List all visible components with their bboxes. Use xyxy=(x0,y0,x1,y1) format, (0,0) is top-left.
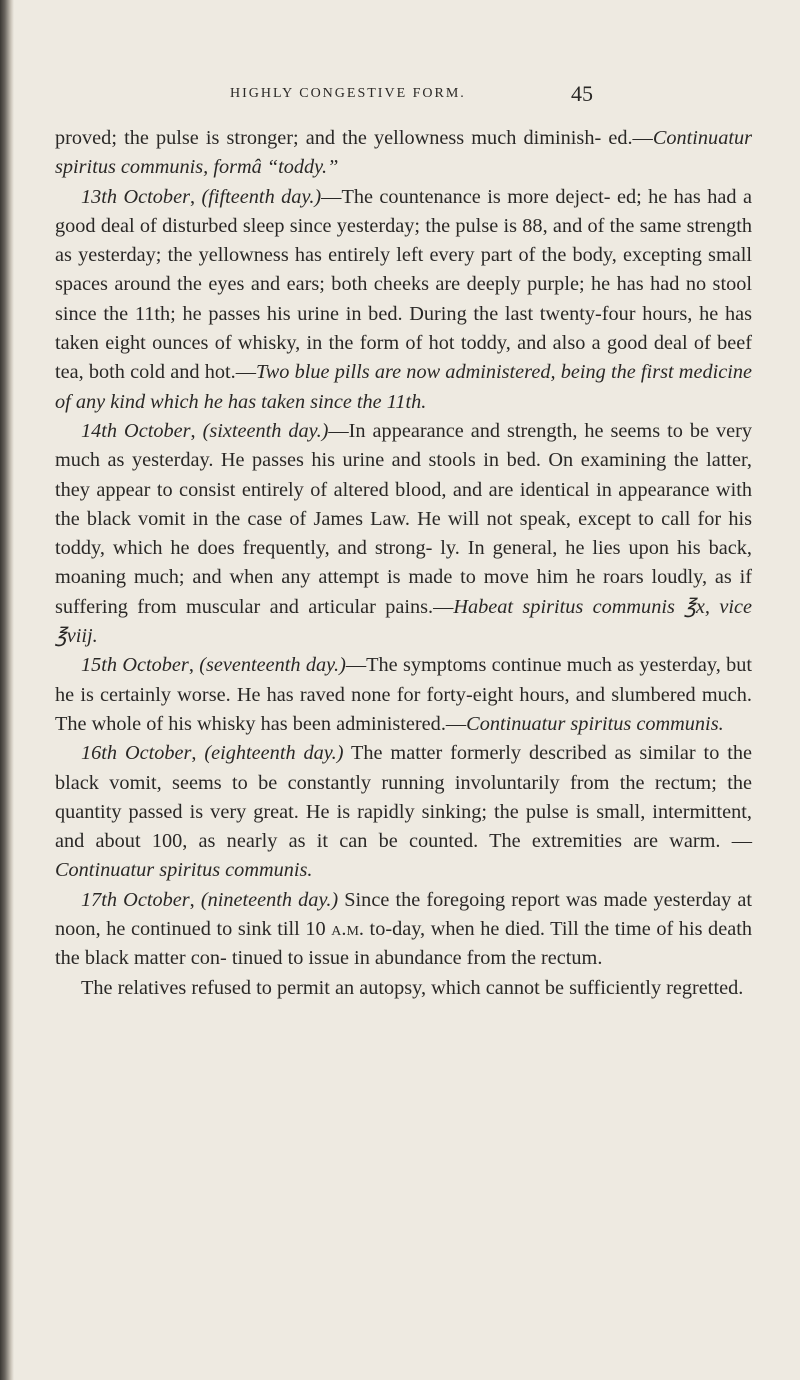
prescription: Habeat spiritus communis ℥x, vice ℥viij. xyxy=(55,595,752,648)
closing-paragraph: The relatives refused to permit an autopsy, which cannot be sufficiently regretted. xyxy=(81,976,744,999)
entry-text: —The countenance is more deject- ed; he has had a good deal of disturbed sleep since yesterday; the pulse is 88, and of the same strength as yesterday; the yellowness has entirely left every part of the body, excepting small spaces around the eyes and ears; both cheeks are deeply purple; he has had no stool since the 11th; he passes his urine in bed. During the last twenty-four hours, he has taken eight ounces of whisky, in the form of hot toddy, and also a good deal of beef tea, both cold and hot.— xyxy=(55,185,752,384)
entry-date: 13th October xyxy=(81,185,190,208)
prescription: Continuatur spiritus communis. xyxy=(466,712,724,735)
page-header xyxy=(0,81,800,110)
entry-15th-october: 15th October, (seventeenth day.)—The symptoms continue much as yesterday, but he is certainly worse. He has raved none for forty-eight hours, and slumbered much. The whole of his whisky has been administered.—Continuatur spiritus communis. xyxy=(55,654,753,735)
entry-date: 14th October xyxy=(81,419,191,442)
entry-text: The matter formerly described as similar to the black vomit, seems to be constantly running involuntarily from the rectum; the quantity passed is very great. He is rapidly sinking; the pulse is small, intermittent, and about 100, as nearly as it can be counted. The extremities are warm. — xyxy=(55,742,752,853)
entry-13th-october: 13th October, (fifteenth day.)—The countenance is more deject- ed; he has had a good deal of disturbed sleep since yesterday; the pulse is 88, and of the same strength as yesterday; the yellowness has entirely left every part of the body, excepting small spaces around the eyes and ears; both cheeks are deeply purple; he has had no stool since the 11th; he passes his urine in bed. During the last twenty-four hours, he has taken eight ounces of whisky, in the form of hot toddy, and also a good deal of beef tea, both cold and hot.—Two blue pills are now administered, being the first medicine of any kind which he has taken since the 11th. xyxy=(55,185,753,413)
entry-text: —The symptoms continue much as yesterday, but he is certainly worse. He has raved none for forty-eight hours, and slumbered much. The whole of his whisky has been administered.— xyxy=(55,654,753,735)
entry-text: —In appearance and strength, he seems to be very much as yesterday. He passes his urine and stools in bed. On examining the latter, they appear to consist entirely of altered blood, and are identical in appearance with the black vomit in the case of James Law. He will not speak, except to call for his toddy, which he does frequently, and strong- ly. In general, he lies upon his back, moaning much; and when any attempt is made to move him he roars loudly, as if suffering from muscular and articular pains.— xyxy=(55,419,752,618)
entry-date: 15th October xyxy=(81,654,189,677)
page-number: 45 xyxy=(571,81,593,106)
entry-date: 17th October xyxy=(81,888,190,911)
entry-date: 16th October xyxy=(81,742,192,765)
entry-17th-october: 17th October, (nineteenth day.) Since the foregoing report was made yesterday at noon, he continued to sink till 10 a.m. to-day, when he died. Till the time of his death the black matter con- tinued to issue in abundance from the rectum. xyxy=(55,888,752,970)
prescription: Two blue pills are now administered, being the first medicine of any kind which he has taken since the 11th. xyxy=(55,361,753,413)
body-text xyxy=(55,124,752,1003)
prescription: Continuatur spiritus communis. xyxy=(55,859,313,882)
entry-14th-october: 14th October, (sixteenth day.)—In appearance and strength, he seems to be very much as yesterday. He passes his urine and stools in bed. On examining the latter, they appear to consist entirely of altered blood, and are identical in appearance with the black vomit in the case of James Law. He will not speak, except to call for his toddy, which he does frequently, and strong- ly. In general, he lies upon his back, moaning much; and when any attempt is made to move him he roars loudly, as if suffering from muscular and articular pains.—Habeat spiritus communis ℥x, vice ℥viij. xyxy=(55,419,752,648)
paragraph-continuation: proved; the pulse is stronger; and the yellowness much diminish- ed.—Continuatur spiritus communis, formâ “toddy.” xyxy=(55,127,752,179)
page-binding-edge xyxy=(0,0,14,1380)
running-title: HIGHLY CONGESTIVE FORM. xyxy=(230,86,466,101)
time-marker: a.m. xyxy=(331,918,364,941)
entry-text: Since the foregoing report was made yesterday at noon, he continued to sink till 10 xyxy=(55,888,752,941)
entry-day: (eighteenth day.) xyxy=(204,742,344,765)
entry-16th-october: 16th October, (eighteenth day.) The matter formerly described as similar to the black vomit, seems to be constantly running involuntarily from the rectum; the quantity passed is very great. He is rapidly sinking; the pulse is small, intermittent, and about 100, as nearly as it can be counted. The extremities are warm. —Continuatur spiritus communis. xyxy=(55,742,752,882)
entry-day: (seventeenth day.) xyxy=(199,654,346,677)
entry-day: (fifteenth day.) xyxy=(201,185,322,208)
entry-day: (sixteenth day.) xyxy=(202,419,329,442)
prescription: Continuatur spiritus communis, formâ “toddy.” xyxy=(55,127,752,179)
entry-text: to-day, when he died. Till the time of his death the black matter con- tinued to issue in abundance from the rectum. xyxy=(55,918,752,970)
entry-day: (nineteenth day.) xyxy=(200,888,339,911)
